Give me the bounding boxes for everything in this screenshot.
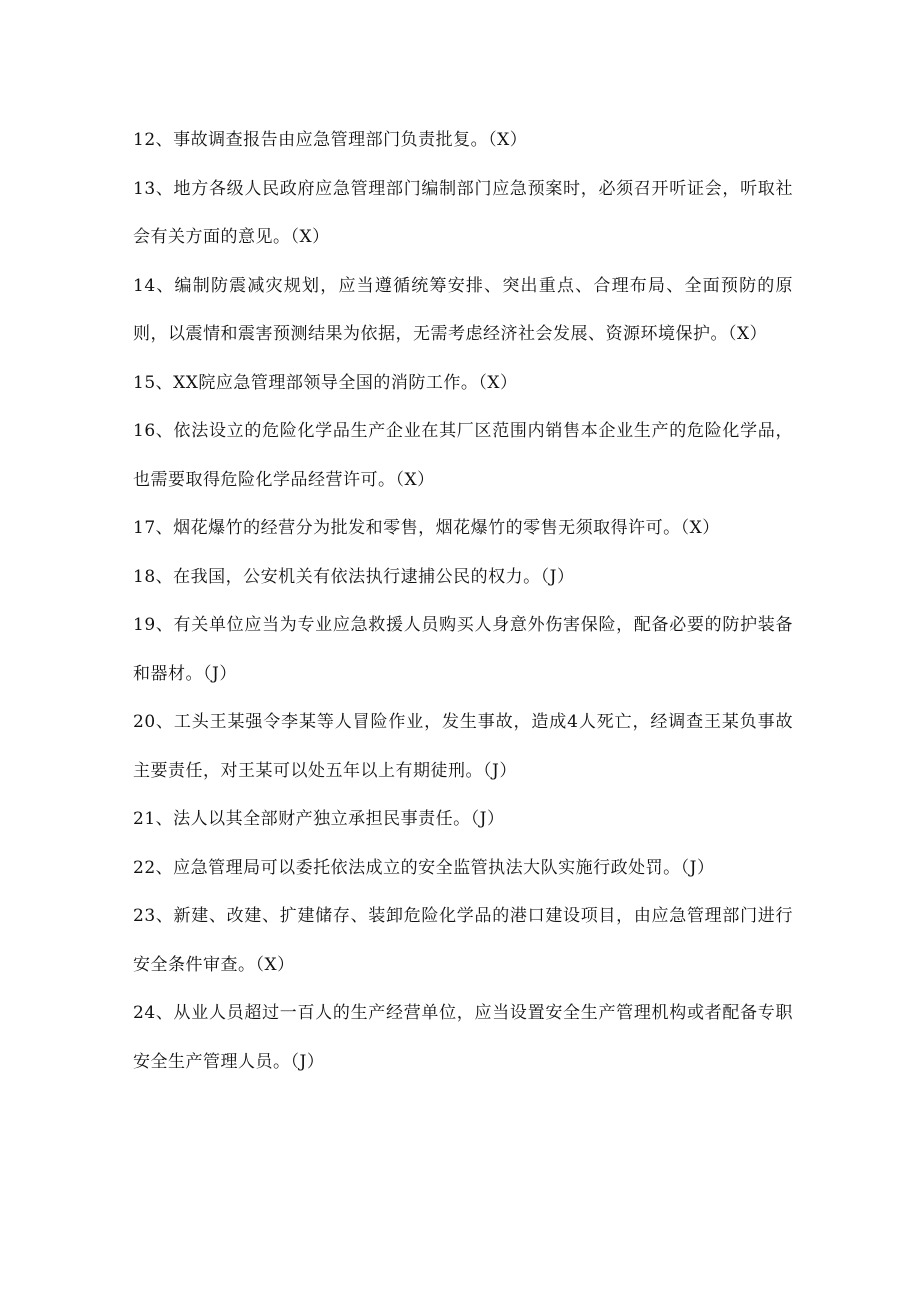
question-item-12: 12、事故调查报告由应急管理部门负责批复。（X）: [133, 130, 528, 150]
question-item-13: 13、地方各级人民政府应急管理部门编制部门应急预案时，必须召开听证会，听取社会有关方面的意见。（X）: [133, 178, 793, 247]
question-item-20: 20、工头王某强令李某等人冒险作业，发生事故，造成4人死亡，经调查王某负事故主要责任，对王某可以处五年以上有期徒刑。（J）: [133, 712, 793, 781]
question-item-21: 21、法人以其全部财产独立承担民事责任。（J）: [133, 809, 505, 829]
question-list: [133, 116, 793, 1086]
question-item-18: 18、在我国，公安机关有依法执行逮捕公民的权力。（J）: [133, 566, 575, 587]
question-item-16: 16、依法设立的危险化学品生产企业在其厂区范围内销售本企业生产的危险化学品，也需要取得危险化学品经营许可。（X）: [133, 421, 793, 490]
question-item-22: 22、应急管理局可以委托依法成立的安全监管执法大队实施行政处罚。（J）: [133, 857, 715, 878]
question-item-23: 23、新建、改建、扩建储存、装卸危险化学品的港口建设项目，由应急管理部门进行安全条件审查。（X）: [133, 906, 793, 975]
question-item-19: 19、有关单位应当为专业应急救援人员购买人身意外伤害保险，配备必要的防护装备和器材。（J）: [133, 615, 793, 684]
question-item-17: 17、烟花爆竹的经营分为批发和零售，烟花爆竹的零售无须取得许可。（X）: [133, 518, 720, 538]
question-item-24: 24、从业人员超过一百人的生产经营单位，应当设置安全生产管理机构或者配备专职安全生产管理人员。（J）: [133, 1003, 793, 1072]
question-item-14: 14、编制防震减灾规划，应当遵循统筹安排、突出重点、合理布局、全面预防的原则，以震情和震害预测结果为依据，无需考虑经济社会发展、资源环境保护。（X）: [133, 275, 793, 344]
question-item-15: 15、XX院应急管理部领导全国的消防工作。（X）: [133, 372, 518, 393]
